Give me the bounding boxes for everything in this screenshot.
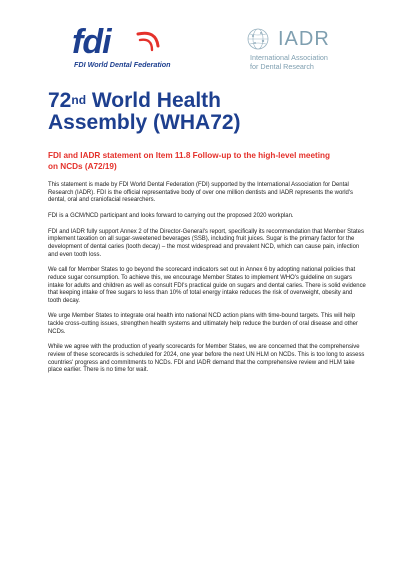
paragraph: FDI and IADR fully support Annex 2 of the Director-General's report, specifically its recommendation that Member States implement taxation on all sugar-sweetened beverages (SSB), including fruit juices. Sugar is the primary factor for the development of dental caries (tooth decay) – the most widespread and prevalent NCD, which can cause pain, infection and even tooth loss. (48, 228, 364, 258)
iadr-subtitle-line2: for Dental Research (250, 62, 314, 71)
paragraph: While we agree with the production of yearly scorecards for Member States, we are concerned that the comprehensive review of these scorecards is scheduled for 2024, one year before the next UN HLM on NCDs. This is too long to assess countries' progress and commitments to NCDs. FDI and IADR demand that the comprehensive review and HLM take place earlier. There is no time for wait. (48, 344, 365, 374)
fdi-swoosh-icon (132, 28, 162, 58)
paragraph: We call for Member States to go beyond the scorecard indicators set out in Annex 6 by adopting national policies that reduce sugar consumption. To achieve this, we encourage Member States to implement WHO's guideline on sugars intake for adults and children as well as consult FDI's practical guide on sugars and dental caries. There is solid evidence that keeping intake of free sugars to less than 10% of total energy intake reduces the risk of overweight, obesity and tooth decay. (48, 267, 366, 304)
fdi-subtitle: FDI World Dental Federation (74, 60, 171, 69)
iadr-wordmark: IADR (278, 28, 330, 50)
statement-heading: FDI and IADR statement on Item 11.8 Follow-up to the high-level meeting on NCDs (A72/19) (48, 151, 331, 171)
fdi-logo (72, 24, 192, 74)
title-line1-rest: World Health (86, 89, 221, 112)
iadr-logo (246, 25, 366, 75)
iadr-subtitle-line1: International Association (250, 53, 328, 62)
statement-body (48, 182, 366, 383)
title-number: 72 (48, 89, 72, 112)
iadr-globe-icon (246, 27, 270, 51)
fdi-wordmark: fdi (72, 23, 111, 61)
paragraph: FDI is a GCM/NCD participant and looks forward to carrying out the proposed 2020 workplan. (48, 212, 294, 219)
title-line2: Assembly (WHA72) (48, 111, 241, 134)
page-title (48, 90, 368, 134)
title-ordinal-suffix: nd (71, 93, 87, 107)
paragraph: This statement is made by FDI World Dental Federation (FDI) supported by the International Association for Dental Research (IADR). FDI is the official representative body of over one million dentists and IADR represents the world's dental, oral and craniofacial researchers. (48, 182, 353, 204)
paragraph: We urge Member States to integrate oral health into national NCD action plans with time-bound targets. This will help tackle cross-cutting issues, strengthen health systems and ultimately help reduce the burden of oral disease and other NCDs. (48, 313, 358, 335)
